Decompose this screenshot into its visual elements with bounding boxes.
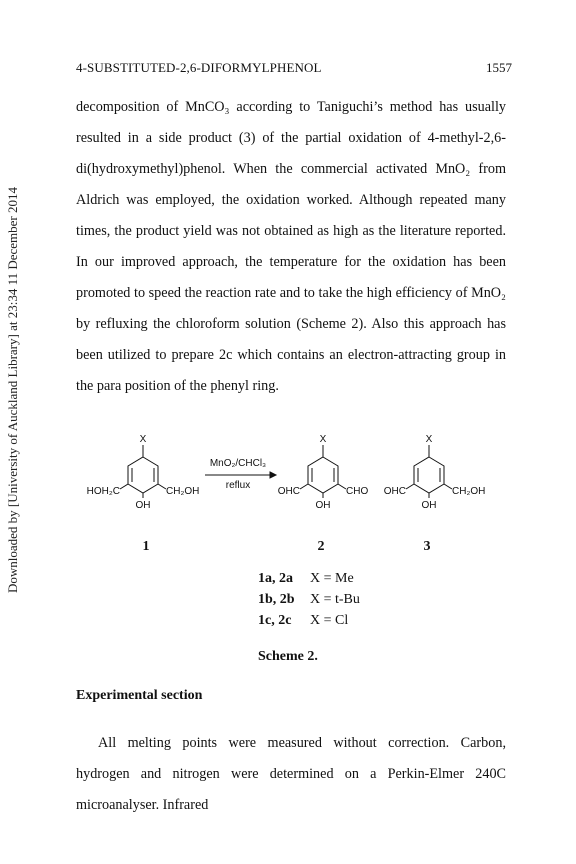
scheme-caption: Scheme 2. [258, 649, 318, 664]
compound-3-structure [406, 445, 452, 498]
legend-definition: X = Me [310, 571, 354, 586]
legend-row-3 [258, 610, 360, 631]
legend-row-2 [258, 589, 360, 610]
legend-ids: 1c, 2c [258, 613, 292, 628]
compound-3-right-group: CH₂OH [452, 486, 486, 497]
compound-3-label: 3 [423, 539, 431, 554]
compound-2-structure [300, 445, 346, 498]
section-heading: Experimental section [76, 688, 203, 703]
running-title: 4-SUBSTITUTED-2,6-DIFORMYLPHENOL [76, 60, 322, 75]
compound-3-substituent: X [425, 434, 433, 445]
compound-2-bottom-group: OH [315, 500, 331, 511]
compound-3-bottom-group: OH [421, 500, 437, 511]
legend-ids: 1a, 2a [258, 571, 293, 586]
body-paragraph-1: decomposition of MnCO₃ according to Taniguchi’s method has usually resulted in a side product (3) of the partial oxidation of 4-methyl-2,6-di(hydroxymethyl)phenol. When the commercial activated MnO₂ from Aldrich was employed, the oxidation worked. Although repeated many times, the product yield was not obtained as high as the literature reported. In our improved approach, the temperature for the oxidation has been promoted to speed the reaction rate and to take the high efficiency of MnO₂ by refluxing the chloroform solution (Scheme 2). Also this approach has been utilized to prepare 2c which contains an electron-attracting group in the para position of the phenyl ring. [76, 99, 506, 394]
download-watermark [2, 120, 24, 660]
compound-1-bottom-group: OH [135, 500, 151, 511]
reagents-label: MnO₂/CHCl₃ [209, 458, 267, 469]
compound-3-left-group: OHC [383, 486, 406, 497]
compound-1-left-group: HOH₂C [86, 486, 120, 497]
scheme-legend [258, 568, 360, 631]
legend-row-1 [258, 568, 360, 589]
condition-label: reflux [225, 480, 251, 491]
scheme-2-diagram [80, 428, 520, 568]
legend-definition: X = t-Bu [310, 592, 360, 607]
compound-2-left-group: OHC [277, 486, 300, 497]
compound-1-substituent: X [139, 434, 147, 445]
body-paragraph-2: All melting points were measured without correction. Carbon, hydrogen and nitrogen were determined on a Perkin-Elmer 240C microanalyser. Infrared [76, 735, 506, 813]
compound-1-structure [120, 445, 166, 498]
page-number: 1557 [486, 60, 512, 75]
legend-ids: 1b, 2b [258, 592, 295, 607]
compound-2-label: 2 [317, 539, 325, 554]
download-watermark-text: Downloaded by [University of Auckland Library] at 23:34 11 December 2014 [5, 186, 20, 594]
compound-1-right-group: CH₂OH [166, 486, 200, 497]
compound-2-right-group: CHO [346, 486, 369, 497]
legend-definition: X = Cl [310, 613, 349, 628]
compound-1-label: 1 [142, 539, 150, 554]
compound-2-substituent: X [319, 434, 327, 445]
